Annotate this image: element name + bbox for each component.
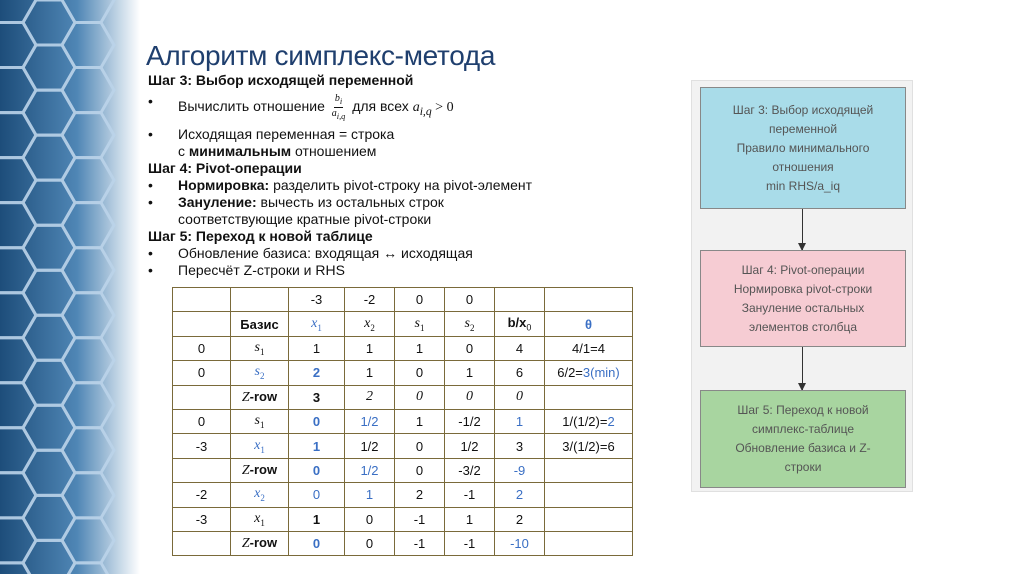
value-cell: -1 bbox=[445, 483, 495, 507]
step3-bullet-ratio bbox=[148, 93, 668, 122]
bullet-dot: • bbox=[148, 93, 153, 109]
basis-cell: $x_1$ bbox=[231, 507, 289, 531]
header-s1: $s_1$ bbox=[395, 312, 445, 336]
value-cell: 1 bbox=[445, 361, 495, 385]
header-basis: Базис bbox=[231, 312, 289, 336]
value-cell: 0 bbox=[445, 336, 495, 360]
header-s2: $s_2$ bbox=[445, 312, 495, 336]
value-cell: 0 bbox=[445, 385, 495, 409]
flow-box-line: отношения bbox=[772, 159, 834, 174]
value-cell: 1 bbox=[345, 361, 395, 385]
slide-title: Алгоритм симплекс-метода bbox=[146, 40, 496, 71]
value-cell: 1 bbox=[289, 507, 345, 531]
value-cell: 6 bbox=[495, 361, 545, 385]
value-cell: -10 bbox=[495, 531, 545, 555]
basis-cell: $x_2$ bbox=[231, 483, 289, 507]
value-cell: 1/2 bbox=[445, 434, 495, 458]
table-row bbox=[173, 336, 633, 360]
value-cell: 2 bbox=[289, 361, 345, 385]
value-cell: 2 bbox=[345, 385, 395, 409]
cb-cell bbox=[173, 531, 231, 555]
table-cost-row: -3 -2 0 0 bbox=[173, 288, 633, 312]
value-cell: 0 bbox=[289, 458, 345, 482]
table-row bbox=[173, 361, 633, 385]
value-cell: 0 bbox=[395, 361, 445, 385]
value-cell: 0 bbox=[289, 409, 345, 433]
step5-bullet-recompute: • Пересчёт Z-строки и RHS bbox=[148, 262, 345, 278]
theta-cell bbox=[545, 507, 633, 531]
basis-cell: Z-row bbox=[231, 531, 289, 555]
flow-box-line: Обновление базиса и Z- bbox=[735, 441, 871, 455]
theta-cell: 6/2=3(min) bbox=[545, 361, 633, 385]
value-cell: 1 bbox=[345, 336, 395, 360]
table-header-row bbox=[173, 312, 633, 336]
value-cell: 1 bbox=[289, 336, 345, 360]
step4-title: Шаг 4: Pivot-операции bbox=[148, 160, 302, 176]
value-cell: 2 bbox=[495, 507, 545, 531]
value-cell: 4 bbox=[495, 336, 545, 360]
flow-box-line: Правило минимального bbox=[736, 140, 870, 155]
value-cell: 3 bbox=[289, 385, 345, 409]
hexagon-decoration bbox=[0, 0, 140, 574]
theta-cell bbox=[545, 385, 633, 409]
flow-box-line: min RHS/a_iq bbox=[765, 178, 841, 193]
basis-cell: $s_1$ bbox=[231, 336, 289, 360]
value-cell: -1 bbox=[395, 507, 445, 531]
flow-box-line: Шаг 4: Pivot-операции bbox=[741, 262, 865, 277]
step5-title: Шаг 5: Переход к новой таблице bbox=[148, 228, 373, 244]
value-cell: 2 bbox=[495, 483, 545, 507]
value-cell: 1/2 bbox=[345, 434, 395, 458]
step4-bullet-eliminate: • Зануление: вычесть из остальных строк соответствующие кратные pivot-строки bbox=[148, 194, 444, 227]
flowchart bbox=[691, 80, 913, 492]
value-cell: -1 bbox=[395, 531, 445, 555]
value-cell: -9 bbox=[495, 458, 545, 482]
ratio-condition: $a_{i,q} > 0$ bbox=[412, 100, 454, 118]
value-cell: 0 bbox=[395, 458, 445, 482]
table-row bbox=[173, 483, 633, 507]
ratio-text: Вычислить отношение bbox=[178, 98, 325, 115]
cb-cell: -2 bbox=[173, 483, 231, 507]
cb-cell bbox=[173, 458, 231, 482]
step5-bullet-basis: • Обновление базиса: входящая ↔ исходящая bbox=[148, 245, 473, 261]
table-row bbox=[173, 458, 633, 482]
ratio-for-all: для всех bbox=[352, 98, 409, 115]
table-row bbox=[173, 409, 633, 433]
simplex-table bbox=[172, 287, 633, 556]
theta-cell: 3/(1/2)=6 bbox=[545, 434, 633, 458]
theta-cell: 4/1=4 bbox=[545, 336, 633, 360]
cb-cell bbox=[173, 385, 231, 409]
value-cell: 0 bbox=[495, 385, 545, 409]
value-cell: 0 bbox=[395, 385, 445, 409]
value-cell: 2 bbox=[395, 483, 445, 507]
flow-box-line: Шаг 3: Выбор исходящей bbox=[732, 102, 874, 117]
table-row bbox=[173, 385, 633, 409]
value-cell: 1 bbox=[345, 483, 395, 507]
flow-box-line: Нормировка pivot-строки bbox=[733, 281, 873, 296]
step3-title: Шаг 3: Выбор исходящей переменной bbox=[148, 72, 414, 88]
step4-bullet-normalize: • Нормировка: разделить pivot-строку на pivot-элемент bbox=[148, 177, 533, 193]
basis-cell: $s_2$ bbox=[231, 361, 289, 385]
cb-cell: 0 bbox=[173, 336, 231, 360]
header-x1: $x_1$ bbox=[289, 312, 345, 336]
value-cell: 3 bbox=[495, 434, 545, 458]
flow-box-line: элементов столбца bbox=[748, 319, 858, 334]
ratio-fraction: $\frac{b_i}{a_{i,q}}$ bbox=[331, 93, 346, 121]
value-cell: 1 bbox=[395, 409, 445, 433]
value-cell: -1/2 bbox=[445, 409, 495, 433]
value-cell: 0 bbox=[395, 434, 445, 458]
flow-box-line: переменной bbox=[768, 121, 838, 136]
flow-box-line: Зануление остальных bbox=[741, 300, 865, 315]
header-x2: $x_2$ bbox=[345, 312, 395, 336]
header-theta: θ bbox=[545, 312, 633, 336]
flow-box-step3 bbox=[700, 87, 906, 209]
theta-cell bbox=[545, 483, 633, 507]
steps-content bbox=[148, 72, 668, 279]
value-cell: 0 bbox=[289, 531, 345, 555]
theta-cell bbox=[545, 458, 633, 482]
flow-box-step5 bbox=[700, 390, 906, 488]
table-row bbox=[173, 531, 633, 555]
value-cell: 0 bbox=[345, 531, 395, 555]
theta-cell: 1/(1/2)=2 bbox=[545, 409, 633, 433]
table-row bbox=[173, 507, 633, 531]
basis-cell: Z-row bbox=[231, 458, 289, 482]
value-cell: -3/2 bbox=[445, 458, 495, 482]
value-cell: -1 bbox=[445, 531, 495, 555]
flow-box-line: симплекс-таблице bbox=[752, 422, 854, 436]
cb-cell: 0 bbox=[173, 409, 231, 433]
flow-arrow-down-icon bbox=[802, 209, 803, 250]
value-cell: 1/2 bbox=[345, 458, 395, 482]
value-cell: 1 bbox=[289, 434, 345, 458]
basis-cell: Z-row bbox=[231, 385, 289, 409]
value-cell: 1 bbox=[395, 336, 445, 360]
theta-cell bbox=[545, 531, 633, 555]
value-cell: 0 bbox=[345, 507, 395, 531]
flow-box-line: Шаг 5: Переход к новой bbox=[737, 403, 869, 417]
value-cell: 1/2 bbox=[345, 409, 395, 433]
basis-cell: $x_1$ bbox=[231, 434, 289, 458]
value-cell: 0 bbox=[289, 483, 345, 507]
step3-bullet-leaving: • Исходящая переменная = строка с минимальным отношением bbox=[148, 126, 395, 159]
value-cell: 1 bbox=[495, 409, 545, 433]
table-row bbox=[173, 434, 633, 458]
basis-cell: $s_1$ bbox=[231, 409, 289, 433]
flow-box-step4 bbox=[700, 250, 906, 347]
cb-cell: -3 bbox=[173, 434, 231, 458]
cb-cell: -3 bbox=[173, 507, 231, 531]
value-cell: 1 bbox=[445, 507, 495, 531]
flow-box-line: строки bbox=[784, 460, 822, 474]
cb-cell: 0 bbox=[173, 361, 231, 385]
header-bx: $b/x_0$ bbox=[495, 312, 545, 336]
flow-arrow-down-icon bbox=[802, 347, 803, 390]
